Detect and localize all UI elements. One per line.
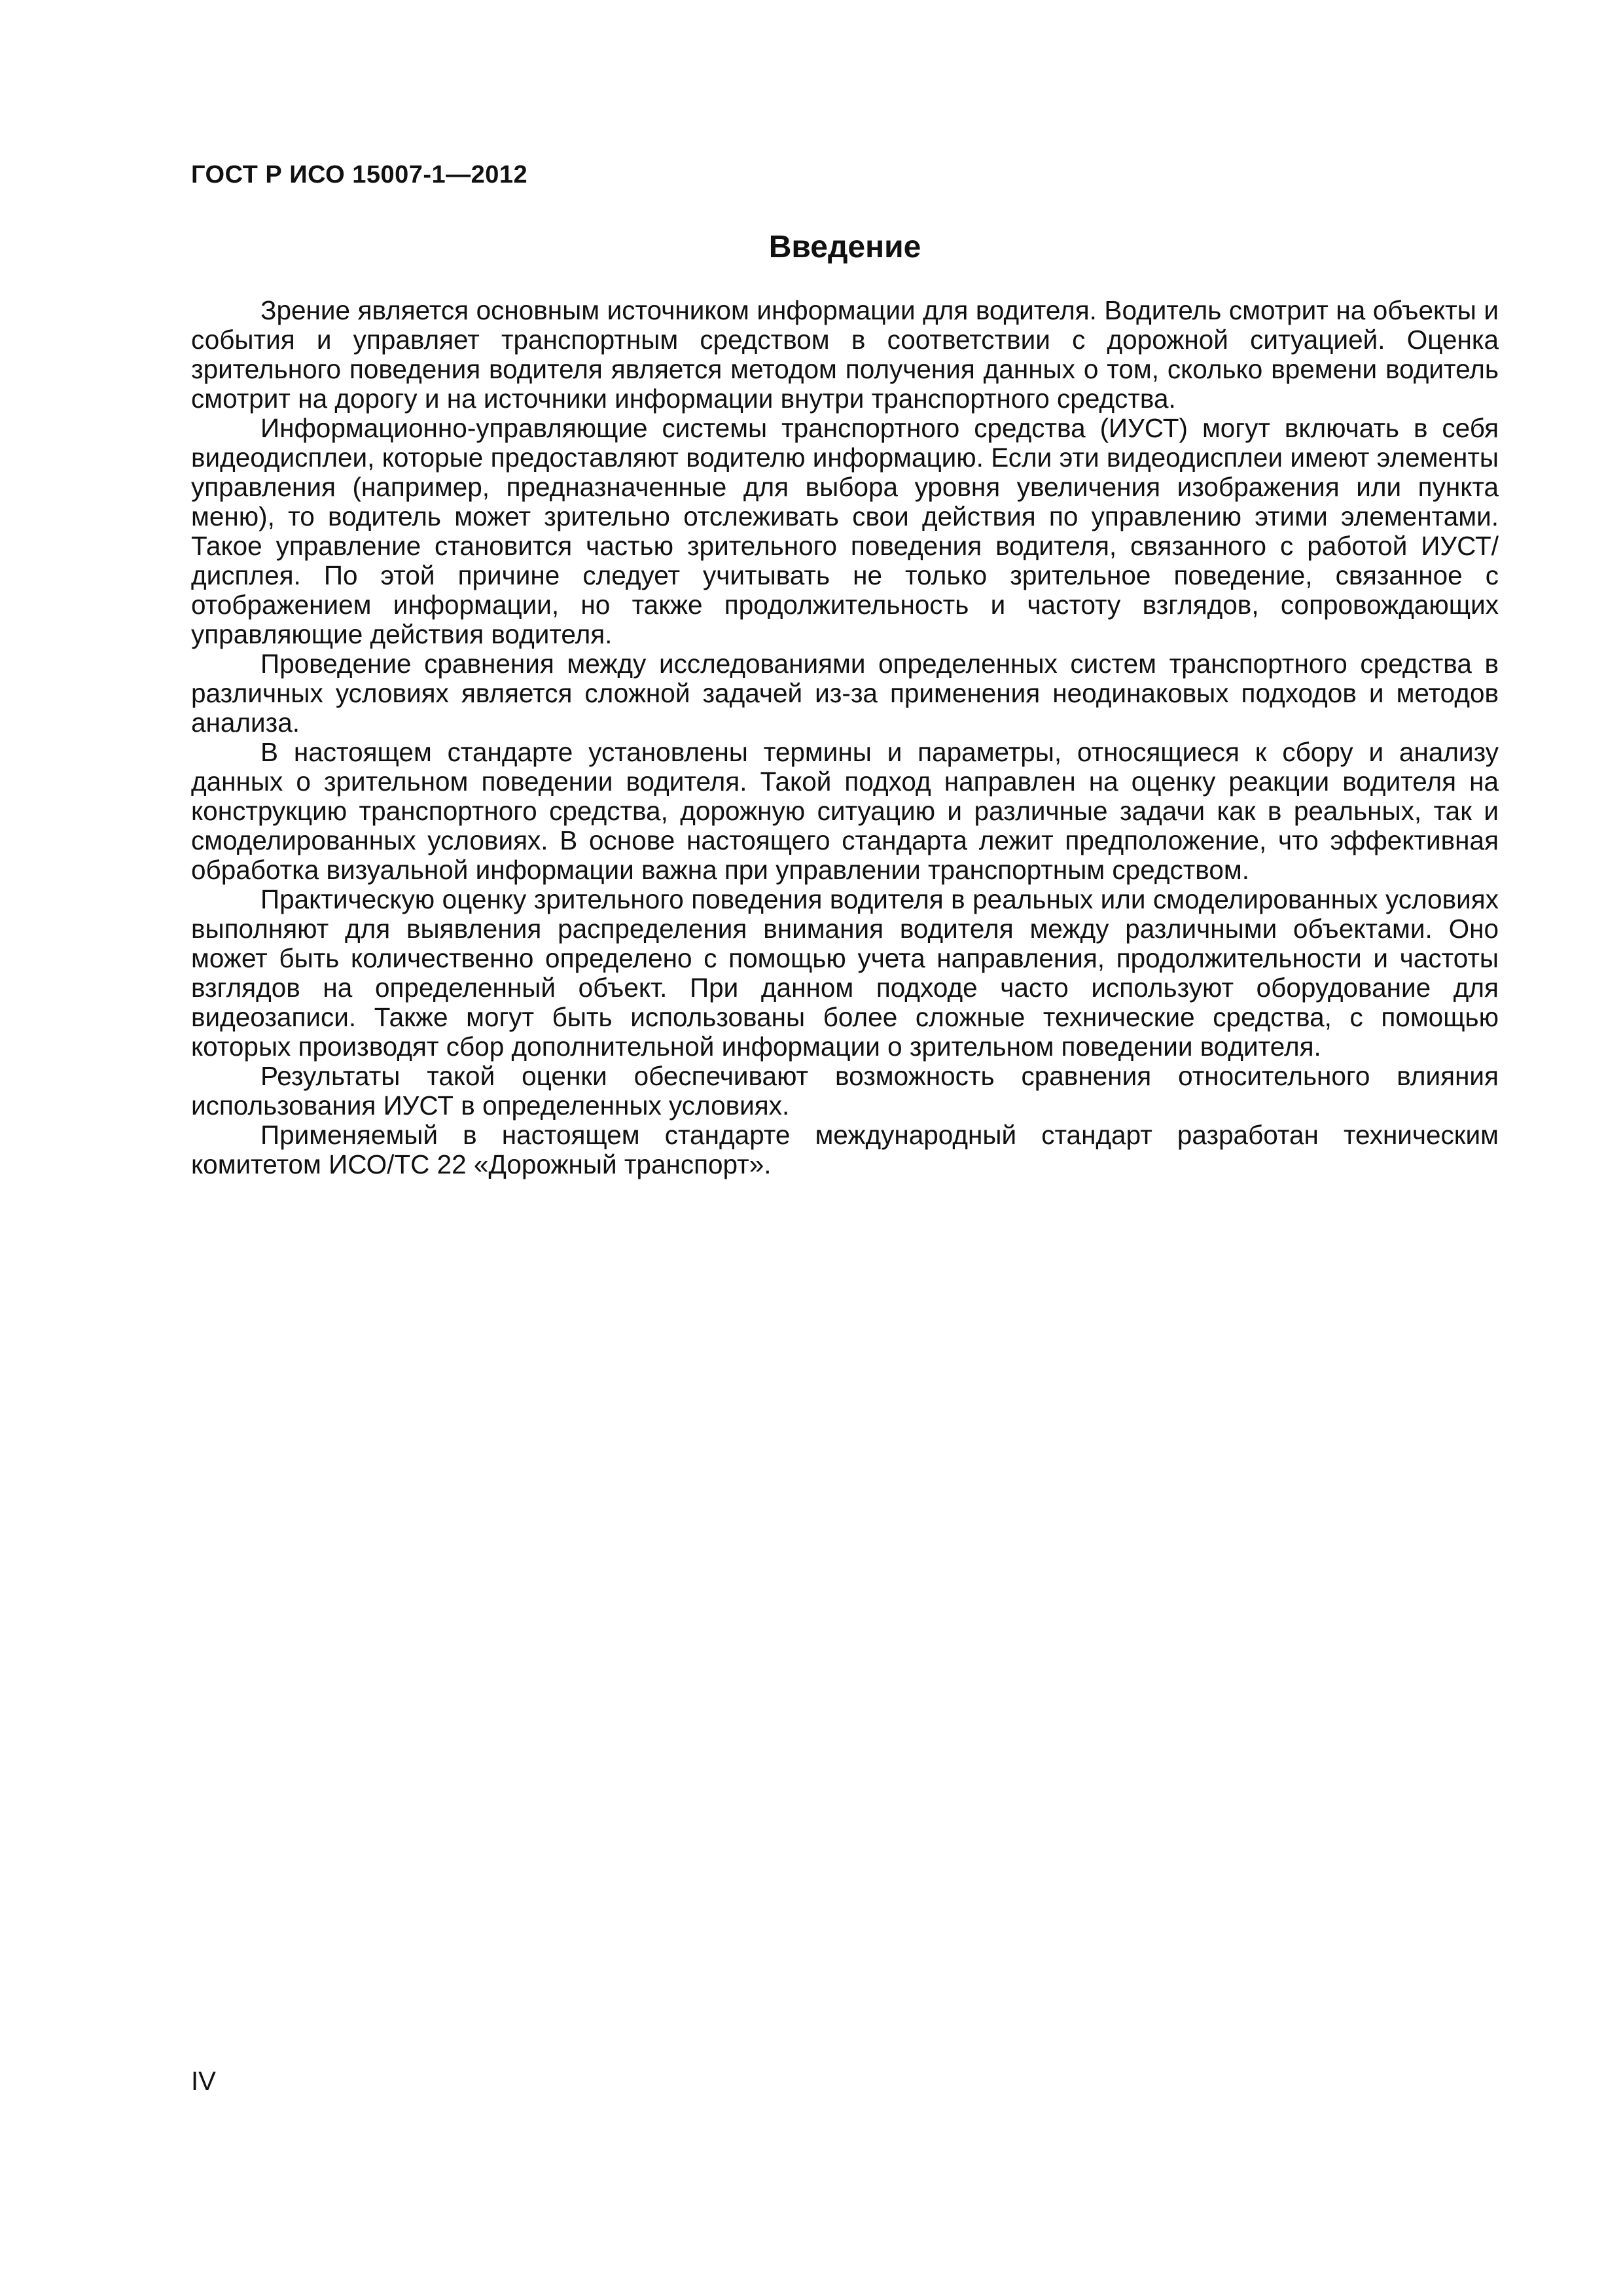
paragraph-iust-displays: Информационно-управляющие системы транспортного средства (ИУСТ) могут включать в себя видеодисплеи, которые предоставляют водителю информацию. Если эти видеодисплеи имеют элементы управления (например, предназначенные для выбора уровня увеличения изображения или пункта меню), то водитель может зрительно отслеживать свои действия по управлению этими элементами. Такое управление становится частью зрительного поведения водителя, связанного с работой ИУСТ/дисплея. По этой причине следует учитывать не только зрительное поведение, связанное с отображением информации, но также продолжительность и частоту взглядов, сопровождающих управляющие действия водителя.: [191, 413, 1499, 649]
paragraph-practical-assessment: Практическую оценку зрительного поведения водителя в реальных или смоделированных условиях выполняют для выявления распределения внимания водителя между различными объектами. Оно может быть количественно определено с помощью учета направления, продолжительности и частоты взглядов на определенный объект. При данном подходе часто используют оборудование для видеозаписи. Также могут быть использованы более сложные технические средства, с помощью которых производят сбор дополнительной информации о зрительном поведении водителя.: [191, 884, 1499, 1062]
introduction-body: [191, 296, 1499, 1179]
paragraph-committee: Применяемый в настоящем стандарте международный стандарт разработан техническим комитетом ИСО/ТС 22 «Дорожный транспорт».: [191, 1120, 1499, 1179]
paragraph-vision: Зрение является основным источником информации для водителя. Водитель смотрит на объекты и события и управляет транспортным средством в соответствии с дорожной ситуацией. Оценка зрительного поведения водителя является методом получения данных о том, сколько времени водитель смотрит на дорогу и на источники информации внутри транспортного средства.: [191, 295, 1499, 414]
standard-designation: ГОСТ Р ИСО 15007-1—2012: [191, 161, 528, 188]
paragraph-results: Результаты такой оценки обеспечивают возможность сравнения относительного влияния использования ИУСТ в определенных условиях.: [191, 1061, 1499, 1121]
paragraph-comparison: Проведение сравнения между исследованиями определенных систем транспортного средства в различных условиях является сложной задачей из-за применения неодинаковых подходов и методов анализа.: [191, 649, 1499, 738]
paragraph-scope: В настоящем стандарте установлены термины и параметры, относящиеся к сбору и анализу данных о зрительном поведении водителя. Такой подход направлен на оценку реакции водителя на конструкцию транспортного средства, дорожную ситуацию и различные задачи как в реальных, так и смоделированных условиях. В основе настоящего стандарта лежит предположение, что эффективная обработка визуальной информации важна при управлении транспортным средством.: [191, 737, 1499, 885]
page-number: IV: [191, 2067, 216, 2096]
section-title: Введение: [768, 230, 921, 264]
